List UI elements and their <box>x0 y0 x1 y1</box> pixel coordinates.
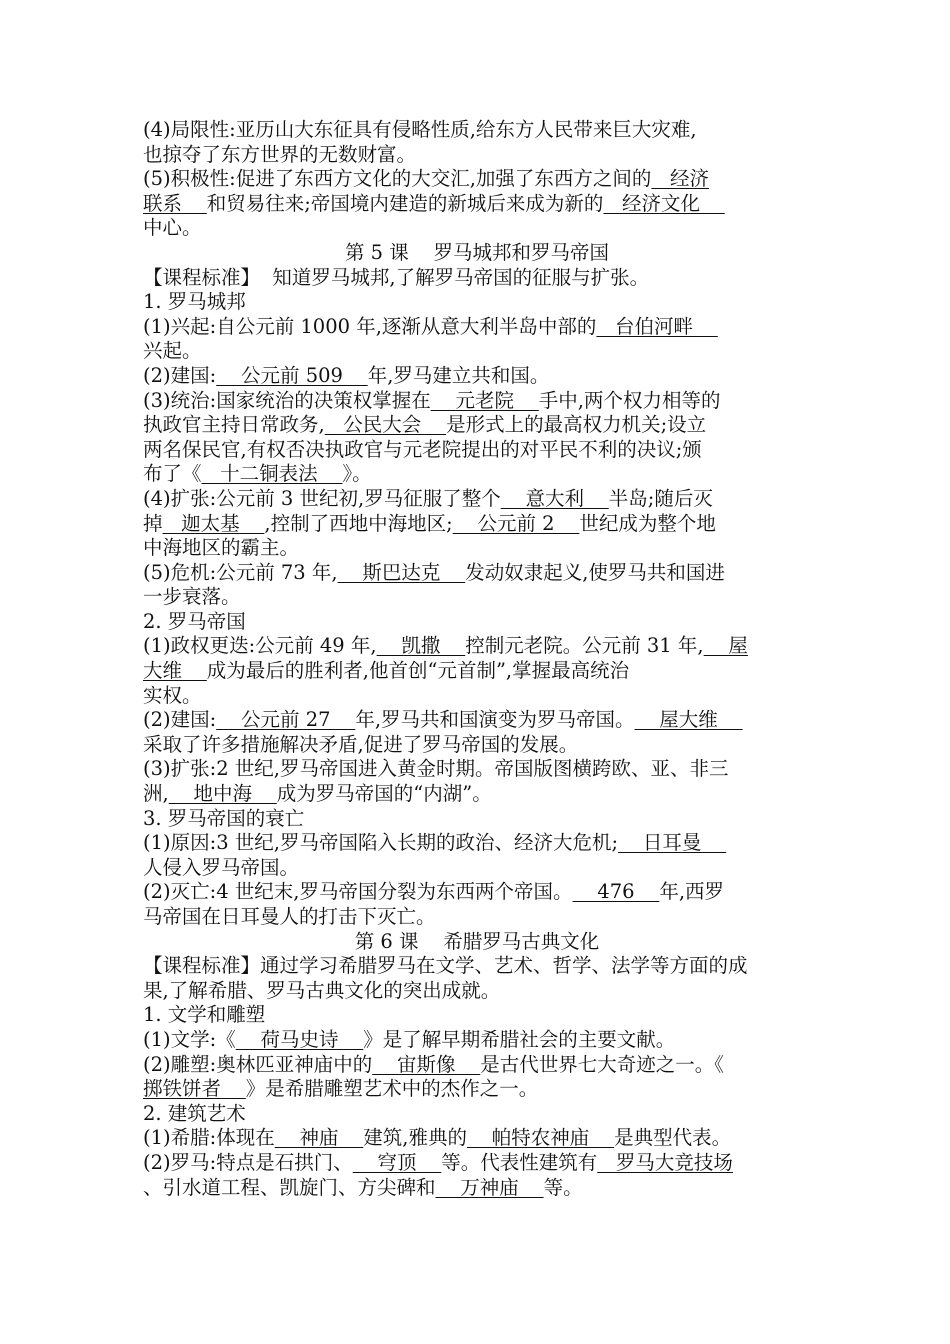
text-run: 》是希腊雕塑艺术中的杰作之一。 <box>245 1077 539 1101</box>
text-run: (2)建国: <box>143 363 217 387</box>
answer-blank: 公元前 509 <box>216 363 368 387</box>
text-line <box>143 1151 811 1176</box>
text-run: (4)局限性:亚历山大东征具有侵略性质,给东方人民带来巨大灾难, <box>143 118 697 141</box>
text-line <box>143 782 811 807</box>
text-run: 中心。 <box>143 216 202 240</box>
text-run: 是典型代表。 <box>614 1126 732 1150</box>
text-run: 2. 建筑艺术 <box>143 1101 246 1125</box>
answer-blank: 荷马史诗 <box>235 1027 364 1051</box>
text-run: (5)危机:公元前 73 年, <box>143 560 338 584</box>
text-line <box>143 389 811 414</box>
text-line <box>143 364 811 389</box>
text-run: 第 5 课 罗马城邦和罗马帝国 <box>344 240 610 264</box>
answer-blank: 经济文化 <box>603 191 725 215</box>
text-run: 执政官主持日常政务, <box>143 413 325 437</box>
answer-blank: 日耳曼 <box>618 831 727 855</box>
text-run: 1. 文学和雕塑 <box>143 1003 266 1027</box>
text-run: 世纪成为整个地 <box>579 511 716 535</box>
document-page <box>143 0 811 1200</box>
text-run: (1)政权更迭:公元前 49 年, <box>143 634 377 658</box>
answer-blank: 意大利 <box>500 486 609 510</box>
text-run: 半岛;随后灭 <box>608 486 713 510</box>
text-line <box>143 1102 811 1127</box>
text-line <box>143 216 811 241</box>
text-line <box>143 167 811 192</box>
text-run: 【课程标准】 知道罗马城邦,了解罗马帝国的征服与扩张。 <box>143 265 650 289</box>
text-line <box>143 659 811 684</box>
text-line <box>143 831 811 856</box>
answer-blank: 罗马大竞技场 <box>597 1150 733 1174</box>
text-line <box>143 462 811 487</box>
text-run: (2)雕塑:奥林匹亚神庙中的 <box>143 1052 373 1076</box>
answer-blank: 公元前 2 <box>452 511 580 535</box>
text-run: 掉 <box>143 511 163 535</box>
text-line <box>143 807 811 832</box>
answer-blank: 帕特农神庙 <box>467 1126 615 1150</box>
answer-blank: 屋 <box>703 634 748 658</box>
lesson-heading <box>143 241 811 266</box>
answer-blank: 斯巴达克 <box>337 560 466 584</box>
text-run: 兴起。 <box>143 339 202 363</box>
text-run: 等。 <box>543 1175 583 1199</box>
text-run: 人侵入罗马帝国。 <box>143 855 300 879</box>
text-run: 发动奴隶起义,使罗马共和国进 <box>465 560 725 584</box>
text-line <box>143 290 811 315</box>
text-line <box>143 954 811 979</box>
text-line <box>143 585 811 610</box>
text-run: 洲, <box>143 782 169 806</box>
text-run: 是形式上的最高权力机关;设立 <box>446 413 707 437</box>
text-run: 布了《 <box>143 462 202 486</box>
text-line <box>143 708 811 733</box>
text-run: 控制元老院。公元前 31 年, <box>465 634 704 658</box>
text-run: 成为最后的胜利者,他首创“元首制”,掌握最高统治 <box>206 659 630 683</box>
answer-blank: 联系 <box>143 191 207 215</box>
answer-blank: 穹顶 <box>352 1150 442 1174</box>
text-run: (4)扩张:公元前 3 世纪初,罗马征服了整个 <box>143 486 501 510</box>
text-run: 果,了解希腊、罗马古典文化的突出成就。 <box>143 978 501 1002</box>
text-line <box>143 905 811 930</box>
text-run: 建筑,雅典的 <box>363 1126 467 1150</box>
text-run: 两名保民官,有权否决执政官与元老院提出的对平民不利的决议;颁 <box>143 437 702 461</box>
text-run: 2. 罗马帝国 <box>143 609 246 633</box>
text-run: 3. 罗马帝国的衰亡 <box>143 806 305 830</box>
text-line <box>143 315 811 340</box>
answer-blank: 迦太基 <box>162 511 265 535</box>
text-run: 马帝国在日耳曼人的打击下灭亡。 <box>143 905 436 928</box>
text-line <box>143 610 811 635</box>
text-run: 等。代表性建筑有 <box>441 1150 598 1174</box>
text-run: (3)统治:国家统治的决策权掌握在 <box>143 388 431 412</box>
text-line <box>143 733 811 758</box>
text-run: 成为罗马帝国的“内湖”。 <box>276 782 492 806</box>
text-line <box>143 413 811 438</box>
text-line <box>143 1028 811 1053</box>
text-line <box>143 438 811 463</box>
text-run: 年,罗马共和国演变为罗马帝国。 <box>355 708 635 732</box>
text-run: 也掠夺了东方世界的无数财富。 <box>143 142 417 166</box>
answer-blank: 476 <box>572 880 660 904</box>
answer-blank: 宙斯像 <box>372 1052 481 1076</box>
answer-blank: 大维 <box>143 659 207 683</box>
text-run: (1)希腊:体现在 <box>143 1126 275 1150</box>
text-run: (1)文学:《 <box>143 1027 236 1051</box>
text-run: 》是了解早期希腊社会的主要文献。 <box>363 1027 676 1051</box>
text-line <box>143 118 811 143</box>
answer-blank: 凯撒 <box>376 634 466 658</box>
text-line <box>143 856 811 881</box>
text-run: (2)罗马:特点是石拱门、 <box>143 1150 353 1174</box>
answer-blank: 经济 <box>651 167 709 191</box>
answer-blank: 公元前 27 <box>216 708 356 732</box>
text-line <box>143 266 811 291</box>
answer-blank: 屋大维 <box>634 708 743 732</box>
text-run: ,控制了西地中海地区; <box>264 511 453 535</box>
text-run: 1. 罗马城邦 <box>143 290 246 314</box>
text-line <box>143 1176 811 1201</box>
text-run: 是古代世界七大奇迹之一。《 <box>480 1052 725 1076</box>
text-line <box>143 1126 811 1151</box>
text-run: 》。 <box>342 462 372 486</box>
answer-blank: 公民大会 <box>324 413 447 437</box>
text-line <box>143 192 811 217</box>
text-line <box>143 757 811 782</box>
text-line <box>143 339 811 364</box>
text-line <box>143 536 811 561</box>
text-run: 【课程标准】通过学习希腊罗马在文学、艺术、哲学、法学等方面的成 <box>143 954 748 978</box>
text-run: 、引水道工程、凯旋门、方尖碑和 <box>143 1175 436 1199</box>
text-run: 中海地区的霸主。 <box>143 536 300 560</box>
text-line <box>143 684 811 709</box>
text-run: 实权。 <box>143 683 202 707</box>
text-line <box>143 512 811 537</box>
text-run: (1)原因:3 世纪,罗马帝国陷入长期的政治、经济大危机; <box>143 831 619 855</box>
text-run: (1)兴起:自公元前 1000 年,逐渐从意大利半岛中部的 <box>143 314 597 338</box>
text-run: (2)建国: <box>143 708 217 732</box>
text-run: 第 6 课 希腊罗马古典文化 <box>354 929 600 953</box>
text-line <box>143 1077 811 1102</box>
text-run: 手中,两个权力相等的 <box>538 388 721 412</box>
text-run: (3)扩张:2 世纪,罗马帝国进入黄金时期。帝国版图横跨欧、亚、非三 <box>143 757 729 781</box>
text-line <box>143 143 811 168</box>
answer-blank: 元老院 <box>430 388 539 412</box>
text-run: 和贸易往来;帝国境内建造的新城后来成为新的 <box>206 191 604 215</box>
answer-blank: 十二铜表法 <box>201 462 343 486</box>
answer-blank: 神庙 <box>274 1126 364 1150</box>
text-run: (2)灭亡:4 世纪末,罗马帝国分裂为东西两个帝国。 <box>143 880 573 904</box>
text-run: 年,西罗 <box>659 880 725 904</box>
text-run: 年,罗马建立共和国。 <box>367 363 550 387</box>
answer-blank: 地中海 <box>168 782 277 806</box>
answer-blank: 掷铁饼者 <box>143 1077 246 1101</box>
text-line <box>143 1053 811 1078</box>
text-line <box>143 487 811 512</box>
text-line <box>143 561 811 586</box>
text-line <box>143 1003 811 1028</box>
answer-blank: 台伯河畔 <box>596 314 718 338</box>
text-line <box>143 979 811 1004</box>
text-line <box>143 880 811 905</box>
text-run: (5)积极性:促进了东西方文化的大交汇,加强了东西方之间的 <box>143 167 652 191</box>
text-line <box>143 634 811 659</box>
lesson-heading <box>143 930 811 955</box>
text-run: 采取了许多措施解决矛盾,促进了罗马帝国的发展。 <box>143 732 579 756</box>
text-run: 一步衰落。 <box>143 585 241 609</box>
answer-blank: 万神庙 <box>435 1175 544 1199</box>
